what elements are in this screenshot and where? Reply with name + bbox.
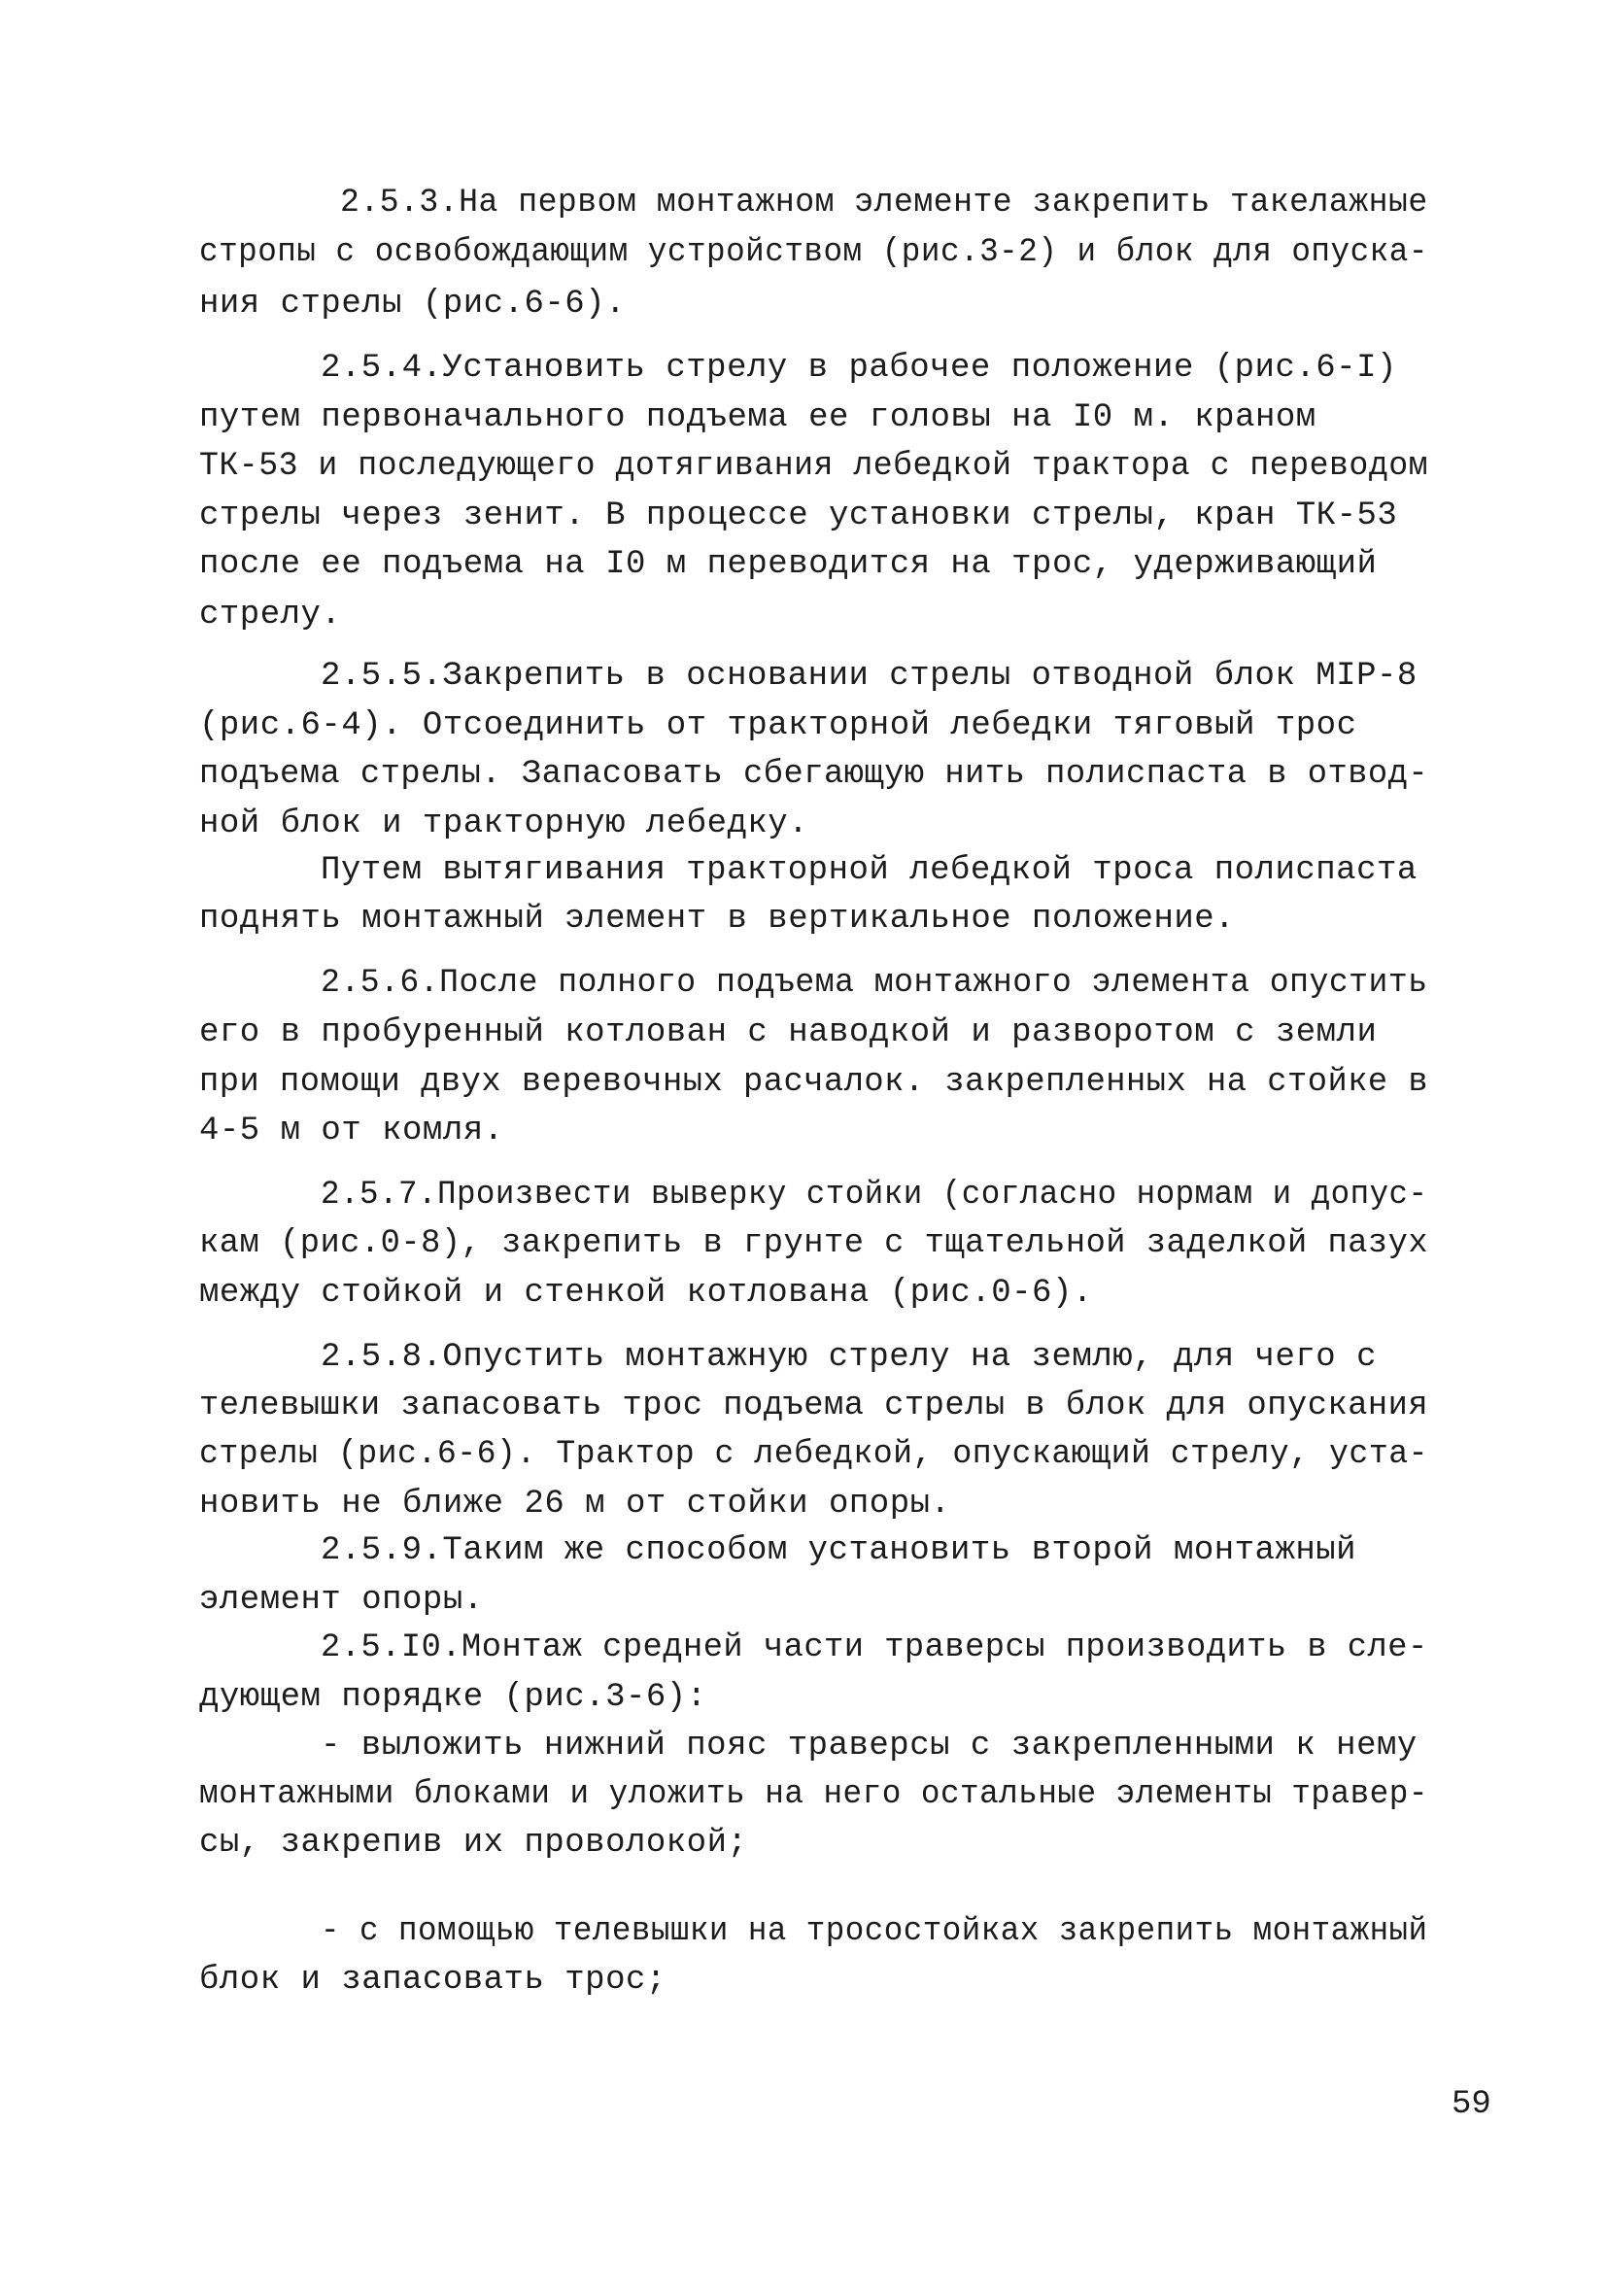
page-number: 59 [1452,2086,1491,2123]
text-line: его в пробуренный котлован с наводкой и разворотом с земли [199,1014,1378,1051]
text-line: сы, закрепив их проволокой; [199,1825,748,1862]
text-line: 2.5.3.На первом монтажном элементе закрепить такелажные [340,185,1428,222]
text-line: 2.5.5.Закрепить в основании стрелы отводной блок МIР-8 [321,658,1418,695]
text-line: Путем вытягивания тракторной лебедкой троса полиспаста [321,852,1418,889]
text-line: 2.5.9.Таким же способом установить второй монтажный [321,1532,1357,1569]
text-line: при помощи двух веревочных расчалок. закрепленных на стойке в [199,1064,1429,1101]
text-line: новить не ближе 26 м от стойки опоры. [199,1486,951,1523]
text-line: стрелы через зенит. В процессе установки стрелы, кран ТК-53 [199,497,1398,534]
text-line: дующем порядке (рис.3-6): [199,1679,707,1716]
text-line: 2.5.6.После полного подъема монтажного элемента опустить [321,965,1428,1002]
text-line: поднять монтажный элемент в вертикальное положение. [199,901,1236,938]
text-line: - с помощью телевышки на тросостойках закрепить монтажный [321,1913,1428,1950]
text-line: - выложить нижний пояс траверсы с закрепленными к нему [321,1728,1418,1765]
text-line: 4-5 м от комля. [199,1113,504,1149]
text-line: кам (рис.0-8), закрепить в грунте с тщательной заделкой пазух [199,1225,1429,1262]
text-line: элемент опоры. [199,1582,484,1619]
text-line: телевышки запасовать трос подъема стрелы в блок для опускания [199,1388,1429,1424]
text-line: блок и запасовать трос; [199,1962,666,1999]
text-line: 2.5.8.Опустить монтажную стрелу на землю, для чего с [321,1339,1377,1376]
text-line: стропы с освобождающим устройством (рис.3-2) и блок для опуска- [199,234,1428,271]
text-line: путем первоначального подъема ее головы на I0 м. краном [199,399,1316,436]
text-line: стрелы (рис.6-6). Трактор с лебедкой, опускающий стрелу, уста- [199,1436,1429,1473]
text-line: (рис.6-4). Отсоединить от тракторной лебедки тяговый трос [199,707,1357,744]
text-line: ТК-53 и последующего дотягивания лебедкой трактора с переводом [199,448,1429,485]
text-line: 2.5.4.Установить стрелу в рабочее положение (рис.6-I) [321,350,1397,387]
text-line: подъема стрелы. Запасовать сбегающую нить полиспаста в отвод- [199,756,1429,793]
text-line: ния стрелы (рис.6-6). [199,286,626,323]
text-line: между стойкой и стенкой котлована (рис.0-6). [199,1275,1093,1312]
text-line: стрелу. [199,597,342,634]
text-line: ной блок и тракторную лебедку. [199,805,809,842]
text-line: после ее подъема на I0 м переводится на трос, удерживающий [199,546,1378,583]
text-line: 2.5.I0.Монтаж средней части траверсы производить в сле- [321,1629,1428,1666]
text-line: монтажными блоками и уложить на него остальные элементы травер- [199,1776,1428,1813]
text-line: 2.5.7.Произвести выверку стойки (согласно нормам и допус- [321,1177,1428,1214]
